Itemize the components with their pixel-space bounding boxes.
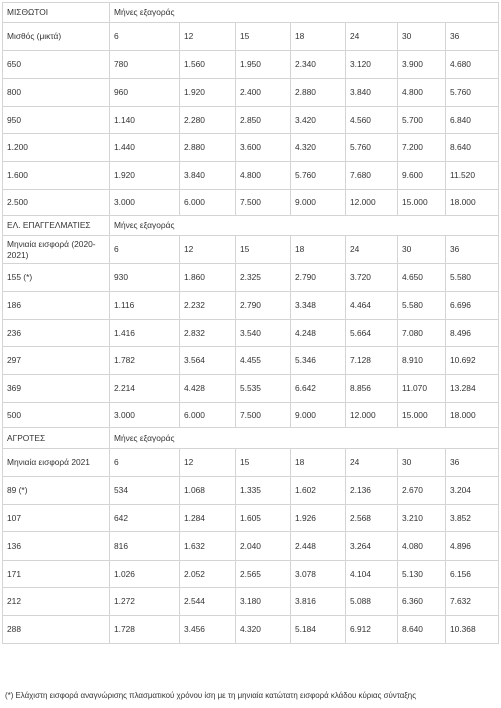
buyback-cost-cell: 5.760	[291, 162, 346, 190]
table-row	[3, 347, 499, 375]
buyback-cost-cell: 2.850	[236, 107, 291, 134]
buyback-cost-cell: 1.560	[180, 51, 236, 79]
buyback-cost-cell: 2.568	[346, 505, 398, 532]
buyback-cost-cell: 6.156	[446, 561, 499, 588]
buyback-cost-cell: 2.544	[180, 588, 236, 616]
months-column-header: 24	[346, 23, 398, 51]
buyback-cost-cell: 4.650	[398, 264, 446, 292]
buyback-cost-cell: 7.128	[346, 347, 398, 375]
buyback-cost-cell: 11.070	[398, 375, 446, 403]
base-amount-cell: 500	[3, 403, 110, 428]
buyback-cost-cell: 7.080	[398, 320, 446, 347]
buyback-cost-cell: 13.284	[446, 375, 499, 403]
buyback-cost-cell: 3.078	[291, 561, 346, 588]
buyback-cost-cell: 2.400	[236, 79, 291, 107]
buyback-cost-cell: 2.880	[291, 79, 346, 107]
buyback-cost-cell: 5.664	[346, 320, 398, 347]
months-column-header: 18	[291, 236, 346, 264]
buyback-cost-cell: 4.428	[180, 375, 236, 403]
section-title: ΑΓΡΟΤΕΣ	[3, 428, 110, 449]
contribution-tables	[2, 2, 498, 644]
buyback-cost-cell: 3.840	[346, 79, 398, 107]
months-column-header: 12	[180, 449, 236, 477]
buyback-cost-cell: 4.560	[346, 107, 398, 134]
section-title: ΜΙΣΘΩΤΟΙ	[3, 3, 110, 23]
table-row	[3, 264, 499, 292]
buyback-cost-cell: 1.140	[110, 107, 180, 134]
buyback-cost-cell: 8.910	[398, 347, 446, 375]
buyback-cost-cell: 1.920	[180, 79, 236, 107]
months-column-header: 24	[346, 449, 398, 477]
buyback-cost-cell: 3.204	[446, 477, 499, 505]
buyback-cost-cell: 3.540	[236, 320, 291, 347]
buyback-cost-cell: 2.214	[110, 375, 180, 403]
base-column-header: Μηνιαία εισφορά (2020-2021)	[3, 236, 110, 264]
buyback-cost-cell: 8.496	[446, 320, 499, 347]
buyback-cost-cell: 3.120	[346, 51, 398, 79]
buyback-cost-cell: 1.632	[180, 532, 236, 561]
months-column-header: 6	[110, 236, 180, 264]
buyback-cost-cell: 3.840	[180, 162, 236, 190]
buyback-cost-cell: 9.000	[291, 190, 346, 216]
buyback-cost-cell: 642	[110, 505, 180, 532]
buyback-cost-cell: 2.340	[291, 51, 346, 79]
buyback-cost-cell: 6.912	[346, 616, 398, 644]
table-row	[3, 532, 499, 561]
buyback-cost-cell: 3.000	[110, 190, 180, 216]
buyback-cost-cell: 2.136	[346, 477, 398, 505]
base-amount-cell: 212	[3, 588, 110, 616]
buyback-cost-cell: 4.455	[236, 347, 291, 375]
table-row	[3, 561, 499, 588]
buyback-cost-cell: 6.642	[291, 375, 346, 403]
months-column-header: 36	[446, 236, 499, 264]
months-column-header: 18	[291, 23, 346, 51]
buyback-cost-cell: 3.264	[346, 532, 398, 561]
base-amount-cell: 89 (*)	[3, 477, 110, 505]
base-amount-cell: 2.500	[3, 190, 110, 216]
months-column-header: 15	[236, 236, 291, 264]
base-amount-cell: 297	[3, 347, 110, 375]
buyback-cost-cell: 2.052	[180, 561, 236, 588]
salaried-section-header-row	[3, 23, 499, 51]
buyback-cost-cell: 5.088	[346, 588, 398, 616]
buyback-cost-cell: 7.680	[346, 162, 398, 190]
buyback-cost-cell: 7.632	[446, 588, 499, 616]
base-column-header: Μισθός (μικτά)	[3, 23, 110, 51]
base-amount-cell: 236	[3, 320, 110, 347]
base-amount-cell: 171	[3, 561, 110, 588]
salaried-section-title-row	[3, 3, 499, 23]
base-amount-cell: 369	[3, 375, 110, 403]
base-amount-cell: 155 (*)	[3, 264, 110, 292]
table-row	[3, 403, 499, 428]
buyback-cost-cell: 2.832	[180, 320, 236, 347]
buyback-cost-cell: 5.760	[346, 134, 398, 162]
buyback-cost-cell: 7.200	[398, 134, 446, 162]
buyback-cost-cell: 2.280	[180, 107, 236, 134]
buyback-cost-cell: 4.080	[398, 532, 446, 561]
buyback-cost-cell: 4.800	[398, 79, 446, 107]
buyback-cost-cell: 9.600	[398, 162, 446, 190]
buyback-cost-cell: 780	[110, 51, 180, 79]
buyback-cost-cell: 3.210	[398, 505, 446, 532]
buyback-cost-cell: 930	[110, 264, 180, 292]
buyback-cost-cell: 5.535	[236, 375, 291, 403]
buyback-cost-cell: 6.360	[398, 588, 446, 616]
buyback-cost-cell: 5.184	[291, 616, 346, 644]
buyback-cost-cell: 18.000	[446, 190, 499, 216]
buyback-cost-cell: 9.000	[291, 403, 346, 428]
buyback-cost-cell: 5.580	[398, 292, 446, 320]
buyback-cost-cell: 2.232	[180, 292, 236, 320]
table-row	[3, 375, 499, 403]
buyback-cost-cell: 12.000	[346, 403, 398, 428]
buyback-cost-cell: 2.790	[291, 264, 346, 292]
months-header: Μήνες εξαγοράς	[110, 216, 499, 236]
farmers-section-title-row	[3, 428, 499, 449]
buyback-cost-cell: 5.580	[446, 264, 499, 292]
buyback-cost-cell: 5.700	[398, 107, 446, 134]
buyback-cost-cell: 1.440	[110, 134, 180, 162]
months-column-header: 6	[110, 449, 180, 477]
buyback-cost-cell: 8.856	[346, 375, 398, 403]
table-row	[3, 505, 499, 532]
buyback-cost-cell: 816	[110, 532, 180, 561]
buyback-cost-cell: 1.335	[236, 477, 291, 505]
buyback-cost-cell: 6.696	[446, 292, 499, 320]
months-column-header: 30	[398, 449, 446, 477]
months-column-header: 30	[398, 236, 446, 264]
buyback-cost-cell: 1.602	[291, 477, 346, 505]
months-column-header: 6	[110, 23, 180, 51]
months-header: Μήνες εξαγοράς	[110, 3, 499, 23]
buyback-cost-cell: 4.320	[236, 616, 291, 644]
buyback-cost-cell: 12.000	[346, 190, 398, 216]
buyback-cost-cell: 1.026	[110, 561, 180, 588]
buyback-cost-cell: 10.692	[446, 347, 499, 375]
buyback-cost-cell: 3.456	[180, 616, 236, 644]
buyback-cost-cell: 4.248	[291, 320, 346, 347]
buyback-cost-cell: 7.500	[236, 403, 291, 428]
base-amount-cell: 650	[3, 51, 110, 79]
base-amount-cell: 950	[3, 107, 110, 134]
buyback-cost-cell: 6.000	[180, 190, 236, 216]
buyback-cost-cell: 4.464	[346, 292, 398, 320]
table-row	[3, 292, 499, 320]
buyback-cost-cell: 3.000	[110, 403, 180, 428]
table-row	[3, 162, 499, 190]
buyback-cost-cell: 2.790	[236, 292, 291, 320]
buyback-cost-cell: 1.728	[110, 616, 180, 644]
buyback-cost-cell: 3.816	[291, 588, 346, 616]
months-column-header: 18	[291, 449, 346, 477]
base-amount-cell: 136	[3, 532, 110, 561]
buyback-cost-cell: 8.640	[398, 616, 446, 644]
buyback-cost-cell: 4.800	[236, 162, 291, 190]
buyback-cost-cell: 8.640	[446, 134, 499, 162]
buyback-cost-cell: 2.565	[236, 561, 291, 588]
footnote: (*) Ελάχιστη εισφορά αναγνώρισης πλασματικού χρόνου ίση με τη μηνιαία κατώτατη εισφορά κλάδου κύριας σύνταξης	[5, 691, 416, 700]
buyback-cost-cell: 1.605	[236, 505, 291, 532]
table-row	[3, 616, 499, 644]
buyback-cost-cell: 1.116	[110, 292, 180, 320]
base-column-header: Μηνιαία εισφορά 2021	[3, 449, 110, 477]
base-amount-cell: 186	[3, 292, 110, 320]
base-amount-cell: 107	[3, 505, 110, 532]
buyback-cost-cell: 1.068	[180, 477, 236, 505]
buyback-cost-cell: 3.564	[180, 347, 236, 375]
months-header: Μήνες εξαγοράς	[110, 428, 499, 449]
buyback-cost-cell: 1.860	[180, 264, 236, 292]
buyback-cost-cell: 1.782	[110, 347, 180, 375]
buyback-cost-cell: 5.346	[291, 347, 346, 375]
table-row	[3, 190, 499, 216]
buyback-cost-cell: 3.720	[346, 264, 398, 292]
buyback-table	[2, 2, 499, 644]
base-amount-cell: 1.600	[3, 162, 110, 190]
buyback-cost-cell: 3.348	[291, 292, 346, 320]
buyback-cost-cell: 1.416	[110, 320, 180, 347]
buyback-cost-cell: 1.920	[110, 162, 180, 190]
buyback-cost-cell: 2.040	[236, 532, 291, 561]
buyback-cost-cell: 6.840	[446, 107, 499, 134]
months-column-header: 36	[446, 449, 499, 477]
buyback-cost-cell: 1.284	[180, 505, 236, 532]
table-row	[3, 51, 499, 79]
buyback-cost-cell: 4.320	[291, 134, 346, 162]
months-column-header: 24	[346, 236, 398, 264]
buyback-cost-cell: 1.272	[110, 588, 180, 616]
buyback-cost-cell: 4.896	[446, 532, 499, 561]
buyback-cost-cell: 15.000	[398, 403, 446, 428]
months-column-header: 12	[180, 23, 236, 51]
buyback-cost-cell: 6.000	[180, 403, 236, 428]
buyback-cost-cell: 3.900	[398, 51, 446, 79]
table-row	[3, 477, 499, 505]
months-column-header: 12	[180, 236, 236, 264]
months-column-header: 30	[398, 23, 446, 51]
buyback-cost-cell: 534	[110, 477, 180, 505]
base-amount-cell: 1.200	[3, 134, 110, 162]
table-row	[3, 320, 499, 347]
buyback-cost-cell: 2.325	[236, 264, 291, 292]
buyback-cost-cell: 4.680	[446, 51, 499, 79]
buyback-cost-cell: 5.130	[398, 561, 446, 588]
months-column-header: 36	[446, 23, 499, 51]
table-row	[3, 79, 499, 107]
months-column-header: 15	[236, 449, 291, 477]
self-employed-section-title-row	[3, 216, 499, 236]
buyback-cost-cell: 2.880	[180, 134, 236, 162]
buyback-cost-cell: 2.448	[291, 532, 346, 561]
buyback-cost-cell: 5.760	[446, 79, 499, 107]
buyback-cost-cell: 2.670	[398, 477, 446, 505]
buyback-cost-cell: 11.520	[446, 162, 499, 190]
buyback-cost-cell: 3.852	[446, 505, 499, 532]
self-employed-section-header-row	[3, 236, 499, 264]
base-amount-cell: 800	[3, 79, 110, 107]
buyback-cost-cell: 7.500	[236, 190, 291, 216]
buyback-cost-cell: 1.950	[236, 51, 291, 79]
base-amount-cell: 288	[3, 616, 110, 644]
buyback-cost-cell: 10.368	[446, 616, 499, 644]
buyback-cost-cell: 1.926	[291, 505, 346, 532]
buyback-cost-cell: 3.420	[291, 107, 346, 134]
buyback-cost-cell: 3.180	[236, 588, 291, 616]
table-row	[3, 107, 499, 134]
farmers-section-header-row	[3, 449, 499, 477]
section-title: ΕΛ. ΕΠΑΓΓΕΛΜΑΤΙΕΣ	[3, 216, 110, 236]
months-column-header: 15	[236, 23, 291, 51]
buyback-cost-cell: 3.600	[236, 134, 291, 162]
table-row	[3, 588, 499, 616]
buyback-cost-cell: 15.000	[398, 190, 446, 216]
buyback-cost-cell: 960	[110, 79, 180, 107]
buyback-cost-cell: 4.104	[346, 561, 398, 588]
buyback-cost-cell: 18.000	[446, 403, 499, 428]
table-row	[3, 134, 499, 162]
